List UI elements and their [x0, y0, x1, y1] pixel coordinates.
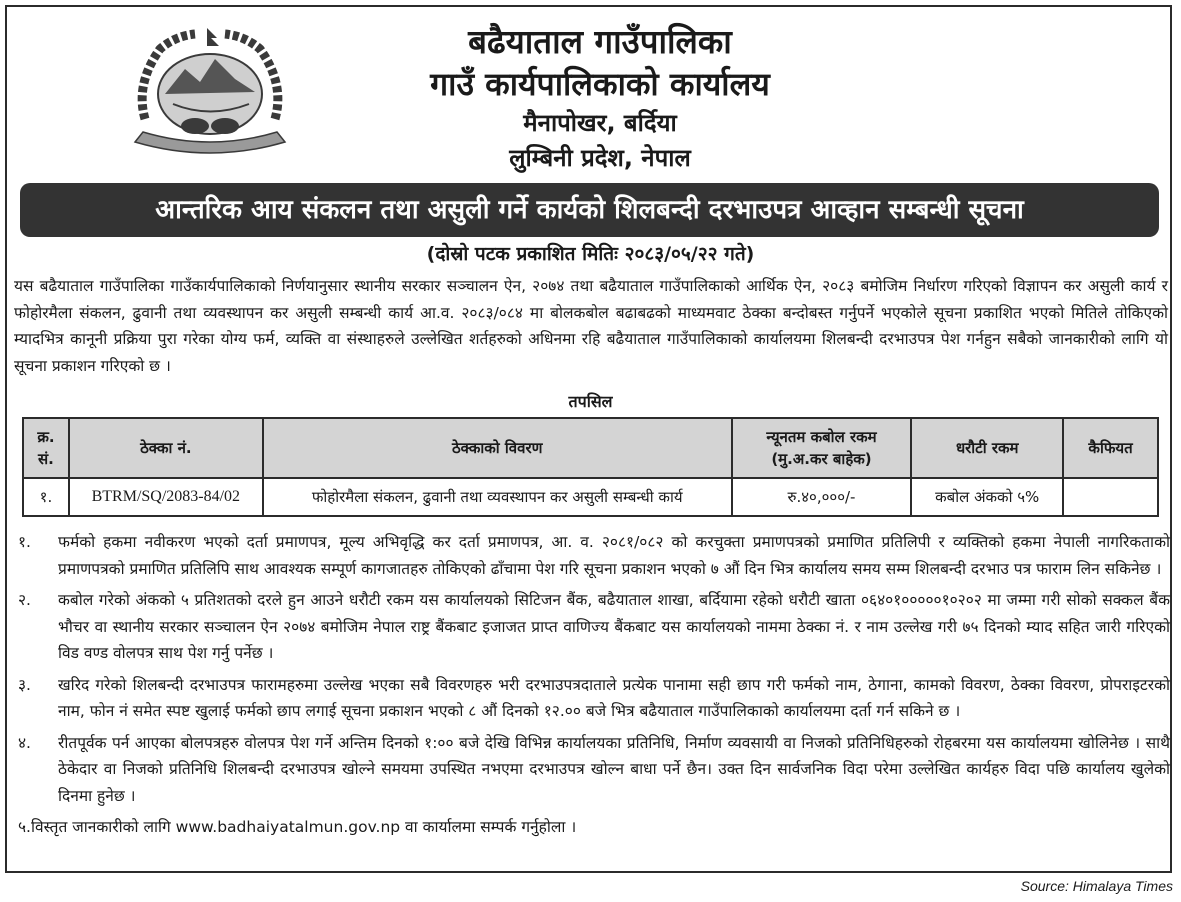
- cell-remarks: [1063, 478, 1158, 516]
- office-address: मैनापोखर, बर्दिया: [523, 109, 677, 137]
- col-min-bid: न्यूनतम कबोल रकम (मु.अ.कर बाहेक): [732, 418, 912, 478]
- cell-deposit: कबोल अंकको ५%: [911, 478, 1063, 516]
- cell-min-bid: रु.४०,०००/-: [732, 478, 912, 516]
- table-title: तपसिल: [568, 392, 613, 411]
- list-item: [14, 730, 1170, 810]
- table-row: [23, 478, 1158, 516]
- province-country: लुम्बिनी प्रदेश, नेपाल: [509, 144, 691, 172]
- cell-description: फोहोरमैला संकलन, ढुवानी तथा व्यवस्थापन कर असुली सम्बन्धी कार्य: [263, 478, 732, 516]
- list-item-text: खरिद गरेको शिलबन्दी दरभाउपत्र फारामहरुमा उल्लेख भएका सबै विवरणहरु भरी दरभाउपत्रदाताले प्रत्येक पानामा सही छाप गरी फर्मको नाम, ठेगाना, कामको विवरण, ठेक्का विवरण, प्रोपराइटरको नाम, फोन नं समेत स्पष्ट खुलाई फर्मको छाप लगाई सूचना प्रकाशन भएको ८ औं दिनको १२.०० बजे भित्र बढैयाताल गाउँपालिकाको कार्यालयमा दर्ता गर्न सकिने छ ।: [58, 675, 1170, 720]
- table-header-row: [23, 418, 1158, 478]
- contract-table: [22, 417, 1159, 517]
- list-item-number: ३.: [18, 675, 31, 694]
- list-item-number: २.: [18, 591, 31, 609]
- list-item-number: ४.: [18, 733, 31, 752]
- cell-contract-no: BTRM/SQ/2083-84/02: [69, 478, 263, 516]
- office-name: गाउँ कार्यपालिकाको कार्यालय: [430, 65, 770, 103]
- col-contract-no: ठेक्का नं.: [69, 418, 263, 478]
- intro-paragraph: यस बढैयाताल गाउँपालिका गाउँकार्यपालिकाको निर्णयानुसार स्थानीय सरकार सञ्चालन ऐन, २०७४ तथा बढैयाताल गाउँपालिकाको आर्थिक ऐन, २०८३ बमोजिम निर्धारण गरिएको विज्ञापन कर असुली कार्य र फोहोरमैला संकलन, ढुवानी तथा व्यवस्थापन कर असुली सम्बन्धी कार्य आ.व. २०८३/०८४ मा बोलकबोल बढाबढको माध्यमवाट ठेक्का बन्दोबस्त गर्नुपर्ने भएकोले सूचना प्रकाशित भएको मितिले तोकिएको म्यादभित्र कानूनी प्रक्रिया पुरा गरेका योग्य फर्म, व्यक्ति वा संस्थाहरुले उल्लेखित शर्तहरुको अधिनमा रहि बढैयाताल गाउँपालिकाको कार्यालयमा शिलबन्दी दरभाउपत्र पेश गर्नहुन सबैको जानकारीको लागि यो सूचना प्रकाशन गरिएको छ ।: [14, 277, 1168, 375]
- list-item: [14, 587, 1170, 667]
- list-item: [14, 814, 1170, 841]
- publication-date: (दोस्रो पटक प्रकाशित मितिः २०८३/०५/२२ गते): [426, 243, 755, 265]
- col-remarks: कैफियत: [1063, 418, 1158, 478]
- notice-title-banner: आन्तरिक आय संकलन तथा असुली गर्ने कार्यको शिलबन्दी दरभाउपत्र आव्हान सम्बन्धी सूचना: [20, 183, 1159, 237]
- list-item-text: फर्मको हकमा नवीकरण भएको दर्ता प्रमाणपत्र, मूल्य अभिवृद्धि कर दर्ता प्रमाणपत्र, आ. व. २०८१/०८२ को करचुक्ता प्रमाणपत्रको प्रमाणित प्रतिलिपी र व्यक्तिको हकमा नेपाली नागरिकताको प्रमाणपत्रको प्रमाणित प्रतिलिपि साथ आवश्यक सम्पूर्ण कागजातहरु तोकिएको ढाँचामा पेश गरि सूचना प्रकाशन भएको ७ औं दिन भित्र कार्यालय समय सम्म शिलबन्दी दरभाउ पत्र फाराम लिन सकिनेछ ।: [58, 533, 1170, 578]
- col-serial: क्र. सं.: [23, 418, 69, 478]
- cell-serial: १.: [23, 478, 69, 516]
- col-description: ठेक्काको विवरण: [263, 418, 732, 478]
- list-item: [14, 672, 1170, 725]
- source-credit: Source: Himalaya Times: [1020, 878, 1173, 894]
- list-item-text: विस्तृत जानकारीको लागि www.badhaiyatalmun.gov.np वा कार्यालमा सम्पर्क गर्नुहोला ।: [31, 818, 577, 836]
- nepal-government-emblem-icon: [125, 24, 295, 159]
- col-deposit: धरौटी रकम: [911, 418, 1063, 478]
- list-item-text: कबोल गरेको अंकको ५ प्रतिशतको दरले हुन आउने धरौटी रकम यस कार्यालयको सिटिजन बैंक, बढैयाताल शाखा, बर्दियामा रहेको धरौटी खाता ०६४०१०००००१०२०२ मा जम्मा गरी सोको सक्कल बैंक भौचर वा स्थानीय सरकार सञ्चालन ऐन २०७४ बमोजिम नेपाल राष्ट्र बैंकबाट इजाजत प्राप्त वाणिज्य बैंकबाट यस कार्यालयको नाममा ठेक्का नं. र नाम उल्लेख गरी ७५ दिनको म्याद सहित जारी गरिएको विड वण्ड वोलपत्र साथ पेश गर्नु पर्नेछ ।: [58, 591, 1170, 662]
- terms-list: [14, 529, 1170, 846]
- list-item-number: ५.: [18, 818, 31, 836]
- list-item: [14, 529, 1170, 582]
- list-item-number: १.: [18, 533, 31, 551]
- municipality-name: बढैयाताल गाउँपालिका: [468, 22, 732, 61]
- list-item-text: रीतपूर्वक पर्न आएका बोलपत्रहरु वोलपत्र पेश गर्ने अन्तिम दिनको १:०० बजे देखि विभिन्न कार्यालयका प्रतिनिधि, निर्माण व्यवसायी वा निजको प्रतिनिधिहरुको रोहबरमा यस कार्यालयमा खोलिनेछ । साथै ठेकेदार वा निजको प्रतिनिधि शिलबन्दी दरभाउपत्र खोल्ने समयमा उपस्थित नभएमा दरभाउपत्र खोल्न बाधा पर्ने छैन। उक्त दिन सार्वजनिक विदा परेमा उल्लेखित कार्यहरु विदा पछि कार्यालय खुलेको दिनमा हुनेछ ।: [58, 733, 1170, 805]
